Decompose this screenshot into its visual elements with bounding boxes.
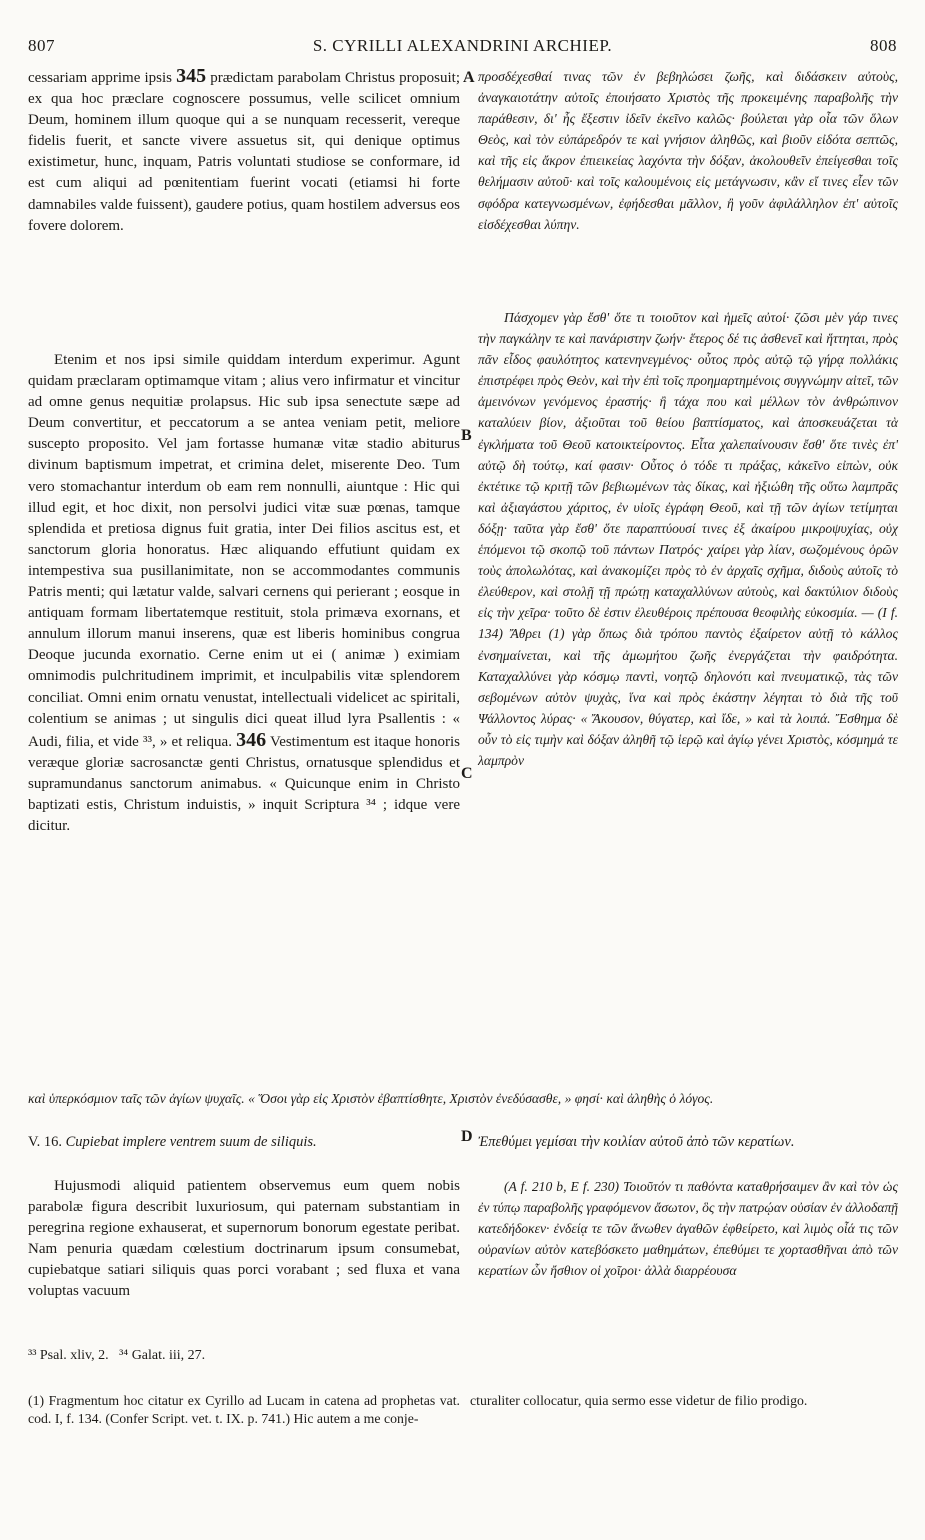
column-number-346: 346	[236, 728, 267, 751]
latin-paragraph-3: Hujusmodi aliquid patientem observemus eum quem nobis parabolæ figura describit luxuriosum, qui paternam substantiam in peregrina regione exhauserat, et supernorum bonorum egestate peribat. Nam penuria quædam cœlestium doctrinarum ipsum consumebat, cupiebatque satiari siliquis quas porci vorabant ; sed fluxa et vana voluptas vacuum	[28, 1178, 460, 1300]
margin-marker-c: C	[461, 765, 473, 782]
footnote-left: (1) Fragmentum hoc citatur ex Cyrillo ad Lucam in catena ad prophetas vat. cod. I, f. 134. (Confer Script. vet. t. IX. p. 741.) Hic autem a me conje-	[28, 1393, 460, 1426]
margin-marker-d: D	[461, 1128, 473, 1145]
greek-paragraph-3: (A f. 210 b, E f. 230) Τοιοῦτόν τι παθόντα καταθρήσαιμεν ἂν καὶ τὸν ὡς ἐν τύπῳ παραβολῆς γραφόμενον ἄσωτον, ὃς τὴν πατρῴαν οὐσίαν ἐν ἀλλοδαπῇ κατεδήδοκεν· ἐνδείᾳ τε τῶν ἄνωθεν ἀγαθῶν ἐφθείρετο, καὶ λιμὸς οἷά τις τῶν οὐρανίων αὐτὸν κατεβόσκετο μαθημάτων, ἐπεθύμει τε χορτασθῆναι ἀπὸ τῶν κερατίων ὧν ἤσθιον οἱ χοῖροι· ἀλλὰ διαρρέουσα	[478, 1179, 898, 1279]
column-number-345: 345	[176, 65, 207, 87]
verse-label: V. 16.	[28, 1134, 62, 1150]
latin-column-section-1	[28, 66, 460, 237]
ref-34: ³⁴ Galat. iii, 27.	[119, 1348, 206, 1363]
latin-p1-text: cessariam apprime ipsis 345 prædictam parabolam Christus proposuit; ex qua hoc præclare cognoscere possumus, velle scilicet omnium Deum, hominem illum quoque qui a se nunquam recesserit, vereque fidelis fuerit, et sancte vivere assuetus sit, qui denique optimus existimetur, hunc, inquam, Patris voluntati studiose se conformare, id est cum aliqui ad pœnitentiam fuerint vocati (etiamsi hi forte damnabiles valde fuissent), gaudere potius, quam hostilem adversus eos fovere dolorem.	[28, 65, 460, 234]
latin-paragraph-2	[28, 350, 460, 837]
margin-marker-b: B	[461, 427, 472, 444]
greek-paragraph-2: Πάσχομεν γὰρ ἔσθ' ὅτε τι τοιοῦτον καὶ ἡμεῖς αὐτοί· ζῶσι μὲν γάρ τινες τὴν παγκάλην τε καὶ πανάριστην ζωήν· ἕτερος δέ τις ἀσθενεῖ καὶ ἥττηται, πρὸς πᾶν εἶδος φαυλότητος κατενηνεγμένος· οὗτος πρὸς αὐτῷ τῷ γήρᾳ πολλάκις ἐπιστρέφει πρὸς Θεὸν, καὶ τὴν ἐπὶ τοῖς προημαρτημένοις συγγνώμην αἰτεῖ, τῶν ἀμεινόνων γενόμενος ἐραστής· ἢ τάχα που καὶ μέλλων τὸν ἀνθρώπινον καταλύειν βίον, ἀξιοῦται τοῦ θείου βαπτίσματος, καὶ ἀποσκευάζεται τὰ ἐγκλήματα τοῦ Θεοῦ κατοικτείροντος. Εἶτα χαλεπαίνουσιν ἔσθ' ὅτε τινὲς ἐπ' αὐτῷ δὴ τούτῳ, καί φασιν· Οὗτος ὁ τόδε τι πράξας, κἀκεῖνο εἰπὼν, οὐκ ἐκτέτικε τῷ κριτῇ τῶν βεβιωμένων τὰς δίκας, καὶ ἠξιώθη τῆς οὕτω λαμπρᾶς καὶ ἀξιαγάστου χάριτος, ἐν υἱοῖς ἐγράφη Θεοῦ, καὶ τῇ τῶν ἁγίων τετίμηται δόξῃ· ταῦτα γὰρ ἔσθ' ὅτε παραπτύουσί τινες ἐξ ἀκαίρου μικροψυχίας, οὐχ ἑπόμενοι τῷ σκοπῷ τοῦ πάντων Πατρός· χαίρει γὰρ λίαν, σωζομένους ὁρῶν τοὺς ἀπολωλότας, καὶ ἀνακομίζει πρὸς τὸ ἐν ἀρχαῖς σχῆμα, διδοὺς αὐτοῖς τὸ ἐλεύθερον, καὶ στολῇ τῇ πρώτῃ καταχαλλύνων αὐτοὺς, καὶ δακτύλιον διδοὺς εἰς τὴν χεῖρα· τοῦτο δὲ ἐστιν ἐλευθέροις πρέπουσα θεοφιλὴς εὐκοσμία. — (I f. 134) Ἄθρει (1) γὰρ ὅπως διὰ τρόπου παντὸς ἐξαίρετον αὐτῇ τὸ κάλλος ἐνσημαίνεται, καὶ τῆς ἀμωμήτου ζωῆς ἐνεργάζεται τὴν φαιδρότητα. Καταχαλλύνει γὰρ κόσμῳ παντὶ, νοητῷ δηλονότι καὶ πνευματικῷ, τὰς τῶν σεβομένων αὐτὸν ψυχὰς, ἵνα καὶ πρὸς ἑκάστην λέγηται τὸ διὰ τῆς τοῦ Ψάλλοντος λύρας· « Ἄκουσον, θύγατερ, καὶ ἴδε, » καὶ τὰ λοιπά. Ἔσθημα δὲ οὖν τὸ εἰς τιμὴν καὶ δόξαν ἀληθῆ τῷ ἱερῷ καὶ ἁγίῳ γένει Χριστὸς, κόσμημά τε λαμπρὸν	[478, 310, 898, 768]
latin-p2-text: Etenim et nos ipsi simile quiddam interdum experimur. Agunt quidam præclaram optimamque vitam ; alius vero infirmatur et vincitur ad omne genus nequitiæ prolapsus. Hic sub ipsa senectute sæpe ad Deum convertitur, et peccatorum a se antea veniam petit, meliore suscepto proposito. Vel jam fortasse humanæ vitæ stadio abiturus divinum baptismum impetrat, et crimina delet, miserente Deo. Tum vero stomachantur interdum ob eam rem nonnulli, aiuntque : Hic qui illud egit, et hoc dixit, non persolvi judici vitæ suæ pœnas, tamque splendida et pretiosa dignus fuit gratia, inter Dei filios ascitus est, et sanctorum gloria honoratus. Hæc aliquando effutiunt quidam ex intempestiva sua pusillanimitate, non se accommodantes communis Patris menti; qui lætatur valde, salvari cernens qui perierant ; eosque in antiquam formam libertatemque restituit, stola primæva exornans, et annulum illorum manui inserens, quæ est liberis hominibus congrua Deoque jucunda exornatio. Cerne enim ut ei ( animæ ) eximiam omnimodis pulchritudinem imprimit, et inculpabilis vitæ splendorem conciliat. Omni enim ornatu venustat, intellectuali videlicet ac spiritali, colentium se animas ; ut singulis dici queat illud lyra Psallentis : « Audi, filia, et vide ³³, » et reliqua. 346 Vestimentum est itaque honoris veræque gloriæ sacrosanctæ genti Christus, ornatusque splendidus et supramundanus sanctorum animabus. « Quicunque enim in Christo baptizati estis, Christum induistis, » inquit Scriptura ³⁴ ; idque vere dicitur.	[28, 352, 460, 835]
latin-column-section-3	[28, 1176, 460, 1303]
greek-column-section-1	[478, 66, 898, 235]
greek-paragraph-1: προσδέχεσθαί τινας τῶν ἐν βεβηλώσει ζωῆς, καὶ διδάσκειν αὐτοὺς, ἀναγκαιοτάτην αὐτοῖς ἐποιήσατο Χριστὸς τῆς προκειμένης παραβολῆς τὴν παράθεσιν, δι' ἧς ἔξεστιν ἰδεῖν ἐκεῖνο καλῶς· βούλεται γὰρ οἷα τῶν ὅλων Θεὸς, καὶ τὸν εὐπάρεδρόν τε καὶ γνήσιον ἀληθῶς, καὶ βιοῦν εἰδότα σεπτῶς, καὶ τῆς εἰς ἄκρον ἐπιεικείας λαχόντα τὴν δόξαν, ἀκολουθεῖν ἐπείγεσθαι τοῖς θελήμασιν αὐτοῦ· καὶ τοῖς καλουμένοις εἰς μετάγνωσιν, κἂν εἴ τινες εἶεν τῶν σφόδρα κατεγνωσμένων, ἐφήδεσθαι μᾶλλον, ἢ γοῦν ἀφιλάλληλον ἐπ' αὐτοῖς εἰσδέχεσθαι λύπην.	[478, 69, 898, 232]
greek-continuation-line: καὶ ὑπερκόσμιον ταῖς τῶν ἁγίων ψυχαῖς. « Ὅσοι γὰρ εἰς Χριστὸν ἐβαπτίσθητε, Χριστὸν ἐνεδύσασθε, » φησί· καὶ ἀληθὴς ὁ λόγος.	[28, 1091, 714, 1106]
running-title: S. CYRILLI ALEXANDRINI ARCHIEP.	[312, 36, 613, 55]
greek-column-section-2	[478, 307, 898, 771]
verse-greek-text: Ἐπεθύμει γεμίσαι τὴν κοιλίαν αὐτοῦ ἀπὸ τῶν κερατίων.	[478, 1134, 795, 1150]
verse-latin-text: Cupiebat implere ventrem suum de siliquis.	[65, 1134, 317, 1150]
scripture-references	[28, 1346, 205, 1365]
verse-heading-latin	[28, 1132, 460, 1152]
greek-column-section-3	[478, 1176, 898, 1281]
latin-paragraph-1	[28, 66, 460, 237]
margin-marker-a: A	[463, 69, 475, 86]
footnote-right: cturaliter collocatur, quia sermo esse videtur de filio prodigo.	[470, 1393, 808, 1408]
running-header	[28, 36, 897, 58]
page-number-right: 808	[870, 36, 897, 55]
verse-heading-greek	[478, 1132, 898, 1152]
page-number-left: 807	[28, 36, 55, 55]
ref-33: ³³ Psal. xliv, 2.	[28, 1348, 109, 1363]
latin-column-section-2	[28, 350, 460, 837]
